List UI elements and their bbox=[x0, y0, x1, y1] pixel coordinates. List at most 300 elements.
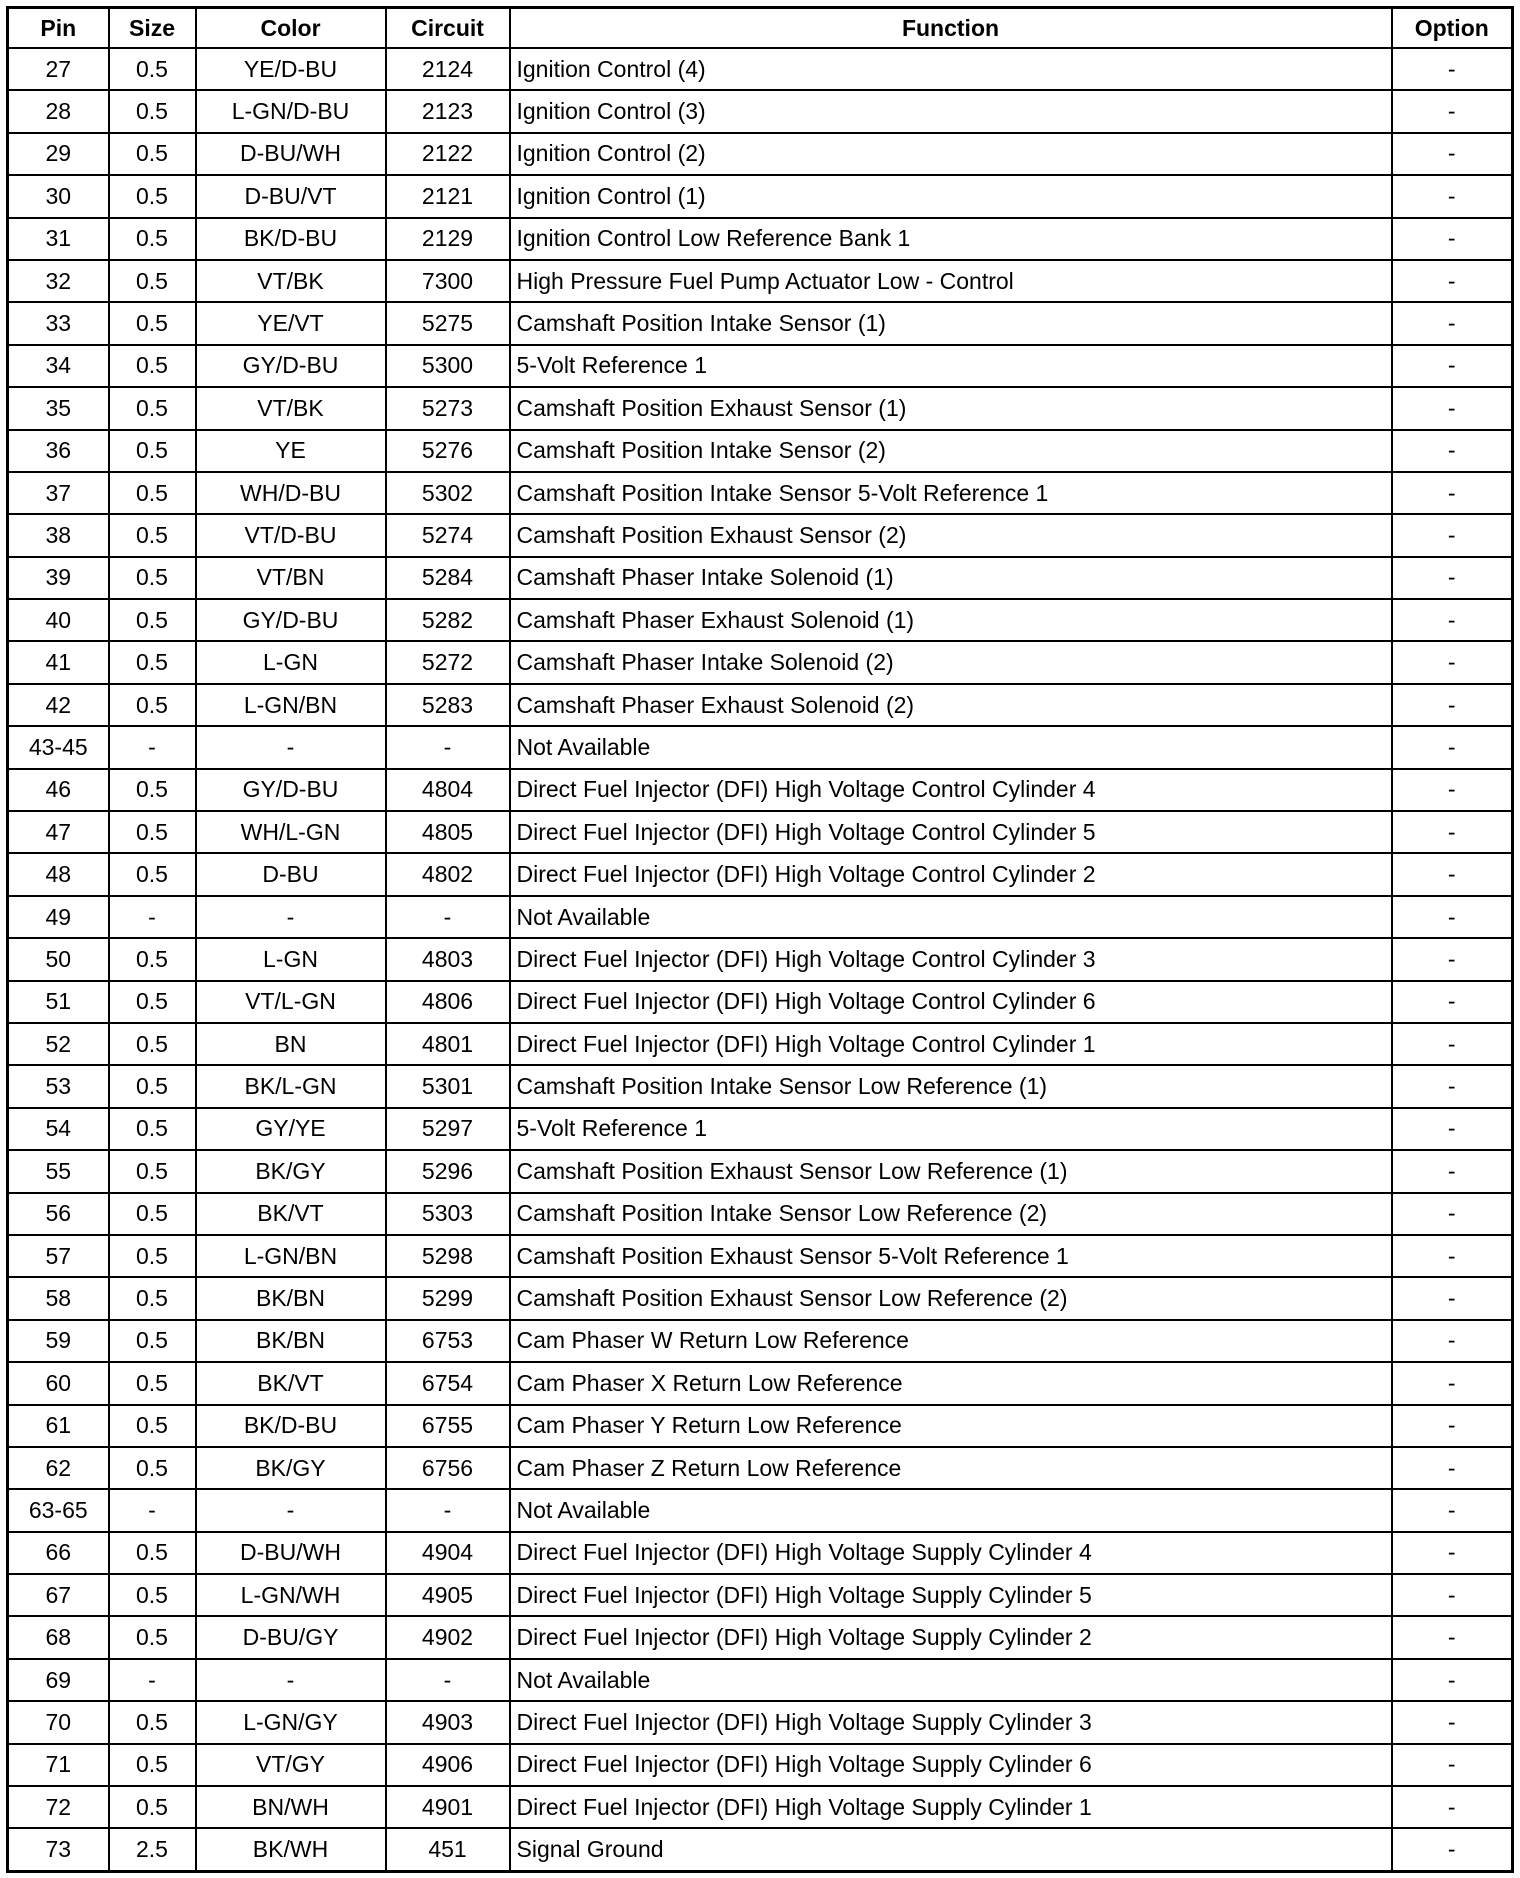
cell-function: Camshaft Position Intake Sensor (2) bbox=[510, 430, 1392, 472]
cell-pin: 73 bbox=[8, 1828, 109, 1871]
cell-option: - bbox=[1392, 641, 1513, 683]
cell-option: - bbox=[1392, 1574, 1513, 1616]
cell-circuit: 5298 bbox=[386, 1235, 510, 1277]
cell-function: Direct Fuel Injector (DFI) High Voltage Supply Cylinder 6 bbox=[510, 1744, 1392, 1786]
cell-circuit: 5303 bbox=[386, 1193, 510, 1235]
cell-pin: 33 bbox=[8, 302, 109, 344]
cell-color: - bbox=[196, 896, 386, 938]
header-circuit: Circuit bbox=[386, 8, 510, 49]
cell-function: Direct Fuel Injector (DFI) High Voltage Control Cylinder 6 bbox=[510, 981, 1392, 1023]
cell-option: - bbox=[1392, 48, 1513, 90]
cell-function: Direct Fuel Injector (DFI) High Voltage Supply Cylinder 3 bbox=[510, 1701, 1392, 1743]
header-pin: Pin bbox=[8, 8, 109, 49]
cell-option: - bbox=[1392, 1362, 1513, 1404]
table-row bbox=[8, 1320, 1513, 1362]
cell-color: GY/D-BU bbox=[196, 769, 386, 811]
cell-circuit: 5282 bbox=[386, 599, 510, 641]
cell-function: Direct Fuel Injector (DFI) High Voltage Supply Cylinder 2 bbox=[510, 1616, 1392, 1658]
cell-function: Not Available bbox=[510, 1489, 1392, 1531]
cell-size: - bbox=[109, 1659, 196, 1701]
cell-function: Ignition Control (4) bbox=[510, 48, 1392, 90]
cell-option: - bbox=[1392, 896, 1513, 938]
cell-color: BN/WH bbox=[196, 1786, 386, 1828]
cell-size: 0.5 bbox=[109, 387, 196, 429]
table-row bbox=[8, 1235, 1513, 1277]
cell-size: 0.5 bbox=[109, 1616, 196, 1658]
cell-size: 0.5 bbox=[109, 175, 196, 217]
cell-pin: 52 bbox=[8, 1023, 109, 1065]
cell-pin: 57 bbox=[8, 1235, 109, 1277]
cell-size: 0.5 bbox=[109, 1786, 196, 1828]
cell-color: - bbox=[196, 1489, 386, 1531]
cell-circuit: 5300 bbox=[386, 345, 510, 387]
cell-function: Ignition Control (1) bbox=[510, 175, 1392, 217]
cell-pin: 53 bbox=[8, 1065, 109, 1107]
cell-size: 0.5 bbox=[109, 1532, 196, 1574]
cell-pin: 48 bbox=[8, 853, 109, 895]
cell-size: 2.5 bbox=[109, 1828, 196, 1871]
cell-pin: 43-45 bbox=[8, 726, 109, 768]
cell-circuit: 4904 bbox=[386, 1532, 510, 1574]
header-size: Size bbox=[109, 8, 196, 49]
cell-size: - bbox=[109, 896, 196, 938]
cell-function: Direct Fuel Injector (DFI) High Voltage Supply Cylinder 1 bbox=[510, 1786, 1392, 1828]
cell-circuit: 4801 bbox=[386, 1023, 510, 1065]
cell-size: 0.5 bbox=[109, 514, 196, 556]
cell-circuit: 5273 bbox=[386, 387, 510, 429]
cell-option: - bbox=[1392, 599, 1513, 641]
table-row bbox=[8, 811, 1513, 853]
cell-size: 0.5 bbox=[109, 1023, 196, 1065]
cell-size: 0.5 bbox=[109, 557, 196, 599]
cell-option: - bbox=[1392, 1108, 1513, 1150]
table-row bbox=[8, 1828, 1513, 1871]
cell-function: Camshaft Position Exhaust Sensor (1) bbox=[510, 387, 1392, 429]
cell-pin: 72 bbox=[8, 1786, 109, 1828]
table-row bbox=[8, 1405, 1513, 1447]
cell-size: 0.5 bbox=[109, 1574, 196, 1616]
cell-color: BK/VT bbox=[196, 1362, 386, 1404]
cell-circuit: 6753 bbox=[386, 1320, 510, 1362]
table-row bbox=[8, 260, 1513, 302]
table-row bbox=[8, 1532, 1513, 1574]
cell-function: Camshaft Position Exhaust Sensor (2) bbox=[510, 514, 1392, 556]
cell-circuit: 4906 bbox=[386, 1744, 510, 1786]
cell-circuit: 451 bbox=[386, 1828, 510, 1871]
table-row bbox=[8, 345, 1513, 387]
cell-pin: 34 bbox=[8, 345, 109, 387]
cell-function: Not Available bbox=[510, 896, 1392, 938]
cell-color: BK/BN bbox=[196, 1277, 386, 1319]
cell-function: Direct Fuel Injector (DFI) High Voltage Control Cylinder 5 bbox=[510, 811, 1392, 853]
cell-color: BK/L-GN bbox=[196, 1065, 386, 1107]
cell-option: - bbox=[1392, 1616, 1513, 1658]
cell-color: D-BU/VT bbox=[196, 175, 386, 217]
cell-pin: 32 bbox=[8, 260, 109, 302]
table-row bbox=[8, 599, 1513, 641]
cell-circuit: 6756 bbox=[386, 1447, 510, 1489]
table-row bbox=[8, 1659, 1513, 1701]
cell-option: - bbox=[1392, 472, 1513, 514]
table-row bbox=[8, 1108, 1513, 1150]
cell-size: 0.5 bbox=[109, 938, 196, 980]
cell-size: 0.5 bbox=[109, 1362, 196, 1404]
cell-circuit: 2124 bbox=[386, 48, 510, 90]
cell-size: 0.5 bbox=[109, 48, 196, 90]
cell-pin: 55 bbox=[8, 1150, 109, 1192]
cell-pin: 70 bbox=[8, 1701, 109, 1743]
cell-function: Cam Phaser X Return Low Reference bbox=[510, 1362, 1392, 1404]
table-row bbox=[8, 133, 1513, 175]
cell-option: - bbox=[1392, 811, 1513, 853]
cell-size: 0.5 bbox=[109, 302, 196, 344]
cell-size: 0.5 bbox=[109, 345, 196, 387]
cell-function: Camshaft Phaser Intake Solenoid (2) bbox=[510, 641, 1392, 683]
cell-pin: 49 bbox=[8, 896, 109, 938]
cell-function: Not Available bbox=[510, 1659, 1392, 1701]
cell-option: - bbox=[1392, 1786, 1513, 1828]
cell-function: Ignition Control (3) bbox=[510, 90, 1392, 132]
cell-function: Camshaft Position Intake Sensor Low Reference (1) bbox=[510, 1065, 1392, 1107]
header-function: Function bbox=[510, 8, 1392, 49]
table-row bbox=[8, 1193, 1513, 1235]
cell-option: - bbox=[1392, 1405, 1513, 1447]
cell-function: Ignition Control (2) bbox=[510, 133, 1392, 175]
cell-function: Camshaft Phaser Intake Solenoid (1) bbox=[510, 557, 1392, 599]
cell-circuit: 4902 bbox=[386, 1616, 510, 1658]
cell-pin: 31 bbox=[8, 218, 109, 260]
cell-color: VT/L-GN bbox=[196, 981, 386, 1023]
table-row bbox=[8, 557, 1513, 599]
header-option: Option bbox=[1392, 8, 1513, 49]
table-row bbox=[8, 218, 1513, 260]
cell-color: BK/VT bbox=[196, 1193, 386, 1235]
cell-option: - bbox=[1392, 557, 1513, 599]
cell-circuit: - bbox=[386, 896, 510, 938]
cell-function: Camshaft Position Intake Sensor (1) bbox=[510, 302, 1392, 344]
cell-option: - bbox=[1392, 1023, 1513, 1065]
cell-size: 0.5 bbox=[109, 769, 196, 811]
cell-pin: 40 bbox=[8, 599, 109, 641]
cell-circuit: 2129 bbox=[386, 218, 510, 260]
cell-pin: 63-65 bbox=[8, 1489, 109, 1531]
cell-pin: 61 bbox=[8, 1405, 109, 1447]
table-row bbox=[8, 1616, 1513, 1658]
cell-pin: 30 bbox=[8, 175, 109, 217]
table-row bbox=[8, 1574, 1513, 1616]
cell-option: - bbox=[1392, 1489, 1513, 1531]
cell-option: - bbox=[1392, 133, 1513, 175]
cell-size: 0.5 bbox=[109, 1193, 196, 1235]
cell-option: - bbox=[1392, 345, 1513, 387]
cell-pin: 39 bbox=[8, 557, 109, 599]
cell-circuit: 5302 bbox=[386, 472, 510, 514]
cell-color: WH/D-BU bbox=[196, 472, 386, 514]
cell-color: VT/BK bbox=[196, 260, 386, 302]
cell-size: 0.5 bbox=[109, 1108, 196, 1150]
cell-pin: 51 bbox=[8, 981, 109, 1023]
cell-pin: 38 bbox=[8, 514, 109, 556]
table-row bbox=[8, 1786, 1513, 1828]
cell-pin: 54 bbox=[8, 1108, 109, 1150]
pin-table bbox=[6, 6, 1514, 1873]
cell-pin: 47 bbox=[8, 811, 109, 853]
cell-color: BK/GY bbox=[196, 1150, 386, 1192]
cell-option: - bbox=[1392, 218, 1513, 260]
cell-pin: 36 bbox=[8, 430, 109, 472]
cell-function: Camshaft Phaser Exhaust Solenoid (2) bbox=[510, 684, 1392, 726]
cell-function: 5-Volt Reference 1 bbox=[510, 345, 1392, 387]
cell-size: 0.5 bbox=[109, 684, 196, 726]
cell-size: 0.5 bbox=[109, 1065, 196, 1107]
cell-circuit: - bbox=[386, 726, 510, 768]
cell-circuit: 2123 bbox=[386, 90, 510, 132]
table-row bbox=[8, 1065, 1513, 1107]
cell-circuit: 5284 bbox=[386, 557, 510, 599]
cell-function: Camshaft Position Exhaust Sensor Low Reference (2) bbox=[510, 1277, 1392, 1319]
cell-size: 0.5 bbox=[109, 133, 196, 175]
cell-pin: 68 bbox=[8, 1616, 109, 1658]
table-row bbox=[8, 981, 1513, 1023]
table-row bbox=[8, 430, 1513, 472]
cell-option: - bbox=[1392, 1277, 1513, 1319]
cell-circuit: 6754 bbox=[386, 1362, 510, 1404]
cell-circuit: 5274 bbox=[386, 514, 510, 556]
cell-color: D-BU bbox=[196, 853, 386, 895]
table-header bbox=[8, 8, 1513, 49]
cell-circuit: 4901 bbox=[386, 1786, 510, 1828]
cell-option: - bbox=[1392, 1150, 1513, 1192]
cell-function: High Pressure Fuel Pump Actuator Low - Control bbox=[510, 260, 1392, 302]
table-row bbox=[8, 90, 1513, 132]
table-body bbox=[8, 48, 1513, 1871]
cell-color: L-GN bbox=[196, 641, 386, 683]
cell-color: YE/D-BU bbox=[196, 48, 386, 90]
cell-option: - bbox=[1392, 302, 1513, 344]
cell-circuit: 4905 bbox=[386, 1574, 510, 1616]
cell-option: - bbox=[1392, 769, 1513, 811]
cell-color: - bbox=[196, 726, 386, 768]
cell-size: - bbox=[109, 726, 196, 768]
table-row bbox=[8, 1447, 1513, 1489]
cell-color: D-BU/GY bbox=[196, 1616, 386, 1658]
table-row bbox=[8, 302, 1513, 344]
cell-color: VT/BK bbox=[196, 387, 386, 429]
cell-size: 0.5 bbox=[109, 641, 196, 683]
cell-option: - bbox=[1392, 1235, 1513, 1277]
cell-color: GY/YE bbox=[196, 1108, 386, 1150]
cell-pin: 60 bbox=[8, 1362, 109, 1404]
cell-size: 0.5 bbox=[109, 1277, 196, 1319]
cell-function: Direct Fuel Injector (DFI) High Voltage Control Cylinder 1 bbox=[510, 1023, 1392, 1065]
table-row bbox=[8, 1150, 1513, 1192]
cell-option: - bbox=[1392, 1532, 1513, 1574]
cell-circuit: - bbox=[386, 1489, 510, 1531]
cell-function: Direct Fuel Injector (DFI) High Voltage Control Cylinder 2 bbox=[510, 853, 1392, 895]
table-row bbox=[8, 48, 1513, 90]
table-row bbox=[8, 1277, 1513, 1319]
table-row bbox=[8, 641, 1513, 683]
cell-pin: 35 bbox=[8, 387, 109, 429]
cell-pin: 46 bbox=[8, 769, 109, 811]
cell-size: 0.5 bbox=[109, 218, 196, 260]
cell-circuit: 6755 bbox=[386, 1405, 510, 1447]
cell-option: - bbox=[1392, 90, 1513, 132]
cell-size: 0.5 bbox=[109, 472, 196, 514]
cell-function: Ignition Control Low Reference Bank 1 bbox=[510, 218, 1392, 260]
cell-circuit: 5276 bbox=[386, 430, 510, 472]
cell-circuit: 4903 bbox=[386, 1701, 510, 1743]
cell-option: - bbox=[1392, 430, 1513, 472]
cell-circuit: 5297 bbox=[386, 1108, 510, 1150]
cell-pin: 67 bbox=[8, 1574, 109, 1616]
cell-color: BK/BN bbox=[196, 1320, 386, 1362]
cell-function: Camshaft Position Exhaust Sensor Low Reference (1) bbox=[510, 1150, 1392, 1192]
cell-option: - bbox=[1392, 1701, 1513, 1743]
cell-pin: 66 bbox=[8, 1532, 109, 1574]
cell-color: VT/GY bbox=[196, 1744, 386, 1786]
cell-color: WH/L-GN bbox=[196, 811, 386, 853]
cell-color: GY/D-BU bbox=[196, 599, 386, 641]
cell-circuit: 2122 bbox=[386, 133, 510, 175]
table-row bbox=[8, 472, 1513, 514]
cell-size: 0.5 bbox=[109, 1235, 196, 1277]
cell-circuit: 4802 bbox=[386, 853, 510, 895]
cell-pin: 59 bbox=[8, 1320, 109, 1362]
cell-color: - bbox=[196, 1659, 386, 1701]
cell-option: - bbox=[1392, 1744, 1513, 1786]
cell-circuit: 5283 bbox=[386, 684, 510, 726]
cell-circuit: 7300 bbox=[386, 260, 510, 302]
cell-color: BN bbox=[196, 1023, 386, 1065]
cell-circuit: 4804 bbox=[386, 769, 510, 811]
cell-color: L-GN/WH bbox=[196, 1574, 386, 1616]
cell-option: - bbox=[1392, 726, 1513, 768]
cell-size: 0.5 bbox=[109, 90, 196, 132]
cell-function: Direct Fuel Injector (DFI) High Voltage Control Cylinder 4 bbox=[510, 769, 1392, 811]
cell-color: L-GN/BN bbox=[196, 1235, 386, 1277]
cell-color: BK/WH bbox=[196, 1828, 386, 1871]
cell-function: Cam Phaser Z Return Low Reference bbox=[510, 1447, 1392, 1489]
cell-pin: 62 bbox=[8, 1447, 109, 1489]
cell-color: YE bbox=[196, 430, 386, 472]
cell-pin: 56 bbox=[8, 1193, 109, 1235]
cell-color: BK/D-BU bbox=[196, 218, 386, 260]
cell-pin: 50 bbox=[8, 938, 109, 980]
table-row bbox=[8, 938, 1513, 980]
table-row bbox=[8, 769, 1513, 811]
cell-function: Camshaft Position Intake Sensor 5-Volt Reference 1 bbox=[510, 472, 1392, 514]
cell-color: VT/D-BU bbox=[196, 514, 386, 556]
cell-color: L-GN bbox=[196, 938, 386, 980]
header-color: Color bbox=[196, 8, 386, 49]
cell-function: Direct Fuel Injector (DFI) High Voltage Supply Cylinder 4 bbox=[510, 1532, 1392, 1574]
cell-color: BK/GY bbox=[196, 1447, 386, 1489]
cell-size: 0.5 bbox=[109, 1447, 196, 1489]
cell-option: - bbox=[1392, 684, 1513, 726]
table-row bbox=[8, 896, 1513, 938]
cell-circuit: 4806 bbox=[386, 981, 510, 1023]
table-row bbox=[8, 1701, 1513, 1743]
cell-function: Camshaft Phaser Exhaust Solenoid (1) bbox=[510, 599, 1392, 641]
cell-option: - bbox=[1392, 938, 1513, 980]
cell-function: Camshaft Position Exhaust Sensor 5-Volt Reference 1 bbox=[510, 1235, 1392, 1277]
cell-color: BK/D-BU bbox=[196, 1405, 386, 1447]
cell-size: 0.5 bbox=[109, 1701, 196, 1743]
cell-pin: 27 bbox=[8, 48, 109, 90]
table-row bbox=[8, 175, 1513, 217]
cell-size: 0.5 bbox=[109, 599, 196, 641]
cell-size: 0.5 bbox=[109, 430, 196, 472]
header-row bbox=[8, 8, 1513, 49]
cell-option: - bbox=[1392, 1828, 1513, 1871]
cell-option: - bbox=[1392, 260, 1513, 302]
cell-color: GY/D-BU bbox=[196, 345, 386, 387]
table-row bbox=[8, 684, 1513, 726]
cell-circuit: 5275 bbox=[386, 302, 510, 344]
cell-circuit: 5301 bbox=[386, 1065, 510, 1107]
cell-option: - bbox=[1392, 1065, 1513, 1107]
cell-option: - bbox=[1392, 981, 1513, 1023]
cell-option: - bbox=[1392, 1193, 1513, 1235]
cell-color: YE/VT bbox=[196, 302, 386, 344]
cell-color: VT/BN bbox=[196, 557, 386, 599]
cell-pin: 71 bbox=[8, 1744, 109, 1786]
cell-circuit: 4805 bbox=[386, 811, 510, 853]
cell-function: Not Available bbox=[510, 726, 1392, 768]
cell-circuit: - bbox=[386, 1659, 510, 1701]
table-row bbox=[8, 1023, 1513, 1065]
cell-function: Direct Fuel Injector (DFI) High Voltage Control Cylinder 3 bbox=[510, 938, 1392, 980]
cell-size: - bbox=[109, 1489, 196, 1531]
cell-size: 0.5 bbox=[109, 1405, 196, 1447]
cell-size: 0.5 bbox=[109, 853, 196, 895]
cell-pin: 28 bbox=[8, 90, 109, 132]
cell-size: 0.5 bbox=[109, 1744, 196, 1786]
cell-color: D-BU/WH bbox=[196, 133, 386, 175]
cell-pin: 58 bbox=[8, 1277, 109, 1319]
cell-size: 0.5 bbox=[109, 260, 196, 302]
cell-color: D-BU/WH bbox=[196, 1532, 386, 1574]
cell-pin: 29 bbox=[8, 133, 109, 175]
cell-function: Direct Fuel Injector (DFI) High Voltage Supply Cylinder 5 bbox=[510, 1574, 1392, 1616]
cell-circuit: 4803 bbox=[386, 938, 510, 980]
cell-function: 5-Volt Reference 1 bbox=[510, 1108, 1392, 1150]
cell-color: L-GN/BN bbox=[196, 684, 386, 726]
cell-option: - bbox=[1392, 1447, 1513, 1489]
table-row bbox=[8, 1489, 1513, 1531]
cell-pin: 69 bbox=[8, 1659, 109, 1701]
table-row bbox=[8, 514, 1513, 556]
cell-circuit: 5299 bbox=[386, 1277, 510, 1319]
cell-option: - bbox=[1392, 514, 1513, 556]
cell-size: 0.5 bbox=[109, 981, 196, 1023]
cell-pin: 42 bbox=[8, 684, 109, 726]
cell-size: 0.5 bbox=[109, 811, 196, 853]
table-row bbox=[8, 387, 1513, 429]
table-row bbox=[8, 1362, 1513, 1404]
cell-color: L-GN/GY bbox=[196, 1701, 386, 1743]
cell-function: Cam Phaser Y Return Low Reference bbox=[510, 1405, 1392, 1447]
cell-circuit: 5272 bbox=[386, 641, 510, 683]
cell-circuit: 2121 bbox=[386, 175, 510, 217]
cell-option: - bbox=[1392, 175, 1513, 217]
cell-circuit: 5296 bbox=[386, 1150, 510, 1192]
cell-pin: 37 bbox=[8, 472, 109, 514]
cell-option: - bbox=[1392, 853, 1513, 895]
table-row bbox=[8, 1744, 1513, 1786]
cell-option: - bbox=[1392, 387, 1513, 429]
